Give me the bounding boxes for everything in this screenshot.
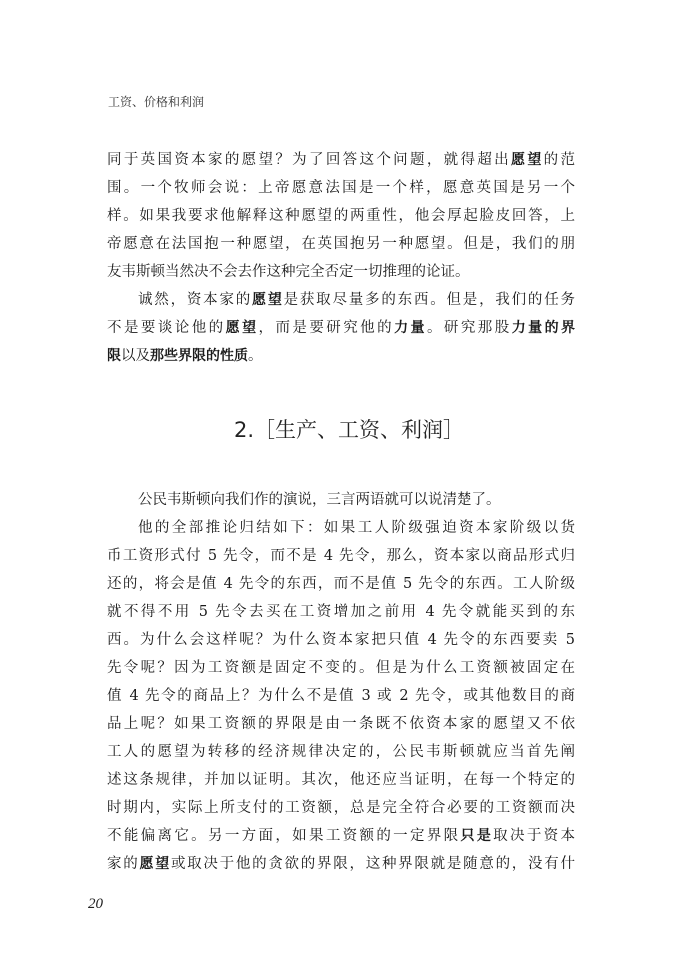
text-line — [107, 542, 575, 570]
text-run: 是获取尽量多的东西。但是，我们的任务 — [283, 292, 576, 308]
text-line — [107, 514, 575, 542]
text-line — [107, 258, 575, 286]
bold-term: 只是 — [460, 828, 494, 844]
text-line — [107, 314, 575, 342]
text-line — [107, 598, 575, 626]
text-run: 同于英国资本家的愿望？为了回答这个问题，就得超出 — [107, 152, 511, 168]
paragraph-continued — [107, 146, 575, 286]
text-run: 友韦斯顿当然决不会去作这种完全否定一切推理的论证。 — [107, 264, 470, 280]
text-run: 还的，将会是值 4 先令的东西，而不是值 5 先令的东西。工人阶级 — [107, 576, 575, 592]
text-run: 不能偏离它。另一方面，如果工资额的一定界限 — [107, 828, 461, 844]
bold-term: 愿望 — [225, 320, 259, 336]
paragraph-desire-and-power — [107, 286, 575, 370]
text-run: 西。为什么会这样呢？为什么资本家把只值 4 先令的东西要卖 5 — [107, 632, 575, 648]
text-run: 取决于资本 — [493, 828, 576, 844]
text-run: 样。如果我要求他解释这种愿望的两重性，他会厚起脸皮回答，上 — [107, 208, 575, 224]
bold-term: 愿望 — [139, 856, 171, 872]
text-line — [107, 146, 575, 174]
text-line — [107, 822, 575, 850]
text-run: 币工资形式付 5 先令，而不是 4 先令，那么，资本家以商品形式归 — [107, 548, 575, 564]
text-line — [107, 202, 575, 230]
text-run: 家的 — [107, 856, 140, 872]
text-line — [107, 286, 575, 314]
text-line — [107, 570, 575, 598]
text-run: 值 4 先令的商品上？为什么不是值 3 或 2 先令，或其他数目的商 — [107, 688, 575, 704]
text-line — [107, 626, 575, 654]
bold-term: 那些界限的性质 — [150, 348, 248, 364]
text-run: 述这条规律，并加以证明。其次，他还应当证明，在每一个特定的 — [107, 772, 575, 788]
text-line — [107, 486, 575, 514]
text-run: 就不得不用 5 先令去买在工资增加之前用 4 先令就能买到的东 — [107, 604, 575, 620]
bold-term: 力量的界 — [511, 320, 576, 336]
text-line — [107, 710, 575, 738]
text-run: 帝愿意在法国抱一种愿望，在英国抱另一种愿望。但是，我们的朋 — [107, 236, 575, 252]
text-run: 先令呢？因为工资额是固定不变的。但是为什么工资额被固定在 — [107, 660, 575, 676]
bold-term: 限 — [107, 348, 121, 364]
text-line — [107, 766, 575, 794]
text-run: 诚然，资本家的 — [138, 292, 253, 308]
text-run: 。研究那股 — [426, 320, 512, 336]
text-line — [107, 850, 575, 878]
text-run: 以及 — [121, 348, 150, 364]
text-line — [107, 230, 575, 258]
text-line — [107, 738, 575, 766]
text-run: 或取决于他的贪欲的界限，这种界限就是随意的，没有什 — [170, 856, 576, 872]
text-run: 。 — [248, 348, 263, 364]
text-line — [107, 342, 575, 370]
paragraph-weston-speech — [107, 486, 575, 514]
paragraph-weston-argument — [107, 514, 575, 878]
text-line — [107, 174, 575, 202]
text-run: ，而是要研究他的 — [258, 320, 395, 336]
bold-term: 愿望 — [511, 152, 544, 168]
text-run: 时期内，实际上所支付的工资额，总是完全符合必要的工资额而决 — [107, 800, 575, 816]
text-run: 他的全部推论归结如下：如果工人阶级强迫资本家阶级以货 — [138, 520, 575, 536]
text-line — [107, 682, 575, 710]
bold-term: 愿望 — [252, 292, 284, 308]
bold-term: 力量 — [394, 320, 427, 336]
page-number: 20 — [88, 896, 103, 912]
text-run: 不是要谈论他的 — [107, 320, 226, 336]
running-head: 工资、价格和利润 — [108, 95, 205, 109]
text-run: 的范 — [543, 152, 576, 168]
text-run: 围。一个牧师会说：上帝愿意法国是一个样，愿意英国是另一个 — [107, 180, 575, 196]
section-heading: 2.［生产、工资、利润］ — [233, 418, 465, 442]
text-run: 工人的愿望为转移的经济规律决定的，公民韦斯顿就应当首先阐 — [107, 744, 575, 760]
text-line — [107, 654, 575, 682]
text-line — [107, 794, 575, 822]
text-run: 品上呢？如果工资额的界限是由一条既不依资本家的愿望又不依 — [107, 716, 575, 732]
text-run: 公民韦斯顿向我们作的演说，三言两语就可以说清楚了。 — [138, 492, 501, 508]
